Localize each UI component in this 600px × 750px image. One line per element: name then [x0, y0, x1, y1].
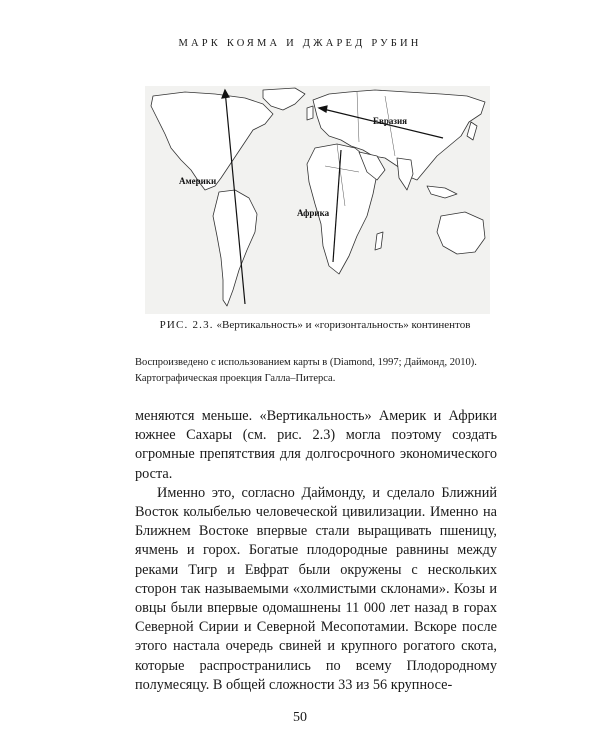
body-text [135, 407, 497, 695]
south-america-shape [213, 190, 257, 306]
africa-label: Африка [297, 208, 330, 218]
britain-shape [307, 106, 313, 120]
australia-shape [437, 212, 485, 254]
figure-number: РИС. 2.3. [159, 319, 214, 331]
greenland-shape [263, 88, 305, 110]
india-shape [397, 158, 413, 190]
americas-label: Америки [179, 176, 217, 186]
page-number: 50 [293, 710, 307, 725]
eurasia-label: Евразия [373, 116, 408, 126]
indonesia-shape [427, 186, 457, 198]
japan-shape [467, 122, 477, 140]
figure-title: «Вертикальность» и «горизонтальность» континентов [216, 319, 471, 331]
figure-caption [135, 317, 495, 333]
paragraph: меняются меньше. «Вертикальность» Америк и Африки южнее Сахары (см. рис. 2.3) могла поэтому создать огромные препятствия для долгосрочного экономического роста. [135, 408, 497, 482]
figure-source-note: Воспроизведено с использованием карты в (Diamond, 1997; Даймонд, 2010). Картографическая проекция Галла–Питерса. [135, 357, 477, 384]
world-map-figure [145, 86, 490, 314]
world-map [145, 86, 490, 314]
paragraph: Именно это, согласно Даймонду, и сделало Ближний Восток колыбелью человеческой цивилизации. Именно на Ближнем Востоке впервые стали выращивать пшеницу, ячмень и горох. Богатые плодородные равнины между реками Тигр и Евфрат были окружены с нескольких сторон так называемыми «холмистыми склонами». Козы и овцы были впервые одомашнены 11 000 лет назад в горах Северной Сирии и Северной Месопотамии. Вскоре после этого настала очередь свиней и крупного рогатого скота, которые распространились по всему Плодородному полумесяцу. В общей сложности 33 из 56 крупносе- [135, 484, 497, 693]
americas-arrowhead [222, 90, 229, 98]
madagascar-shape [375, 232, 383, 250]
running-head: МАРК КОЯМА И ДЖАРЕД РУБИН [178, 38, 422, 49]
